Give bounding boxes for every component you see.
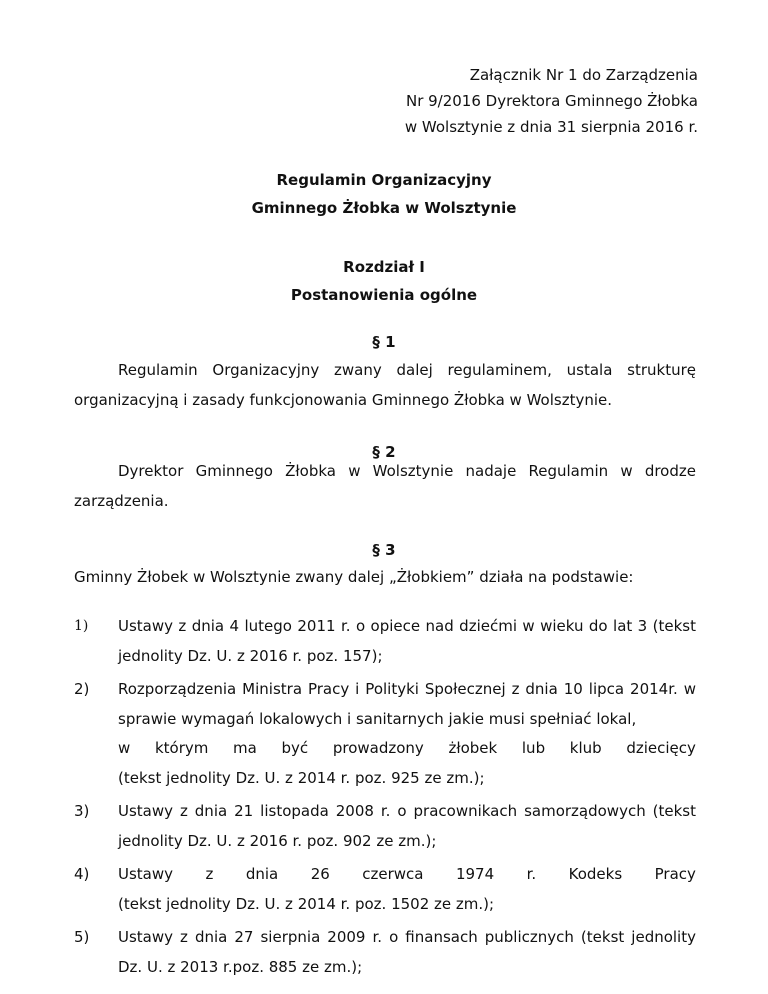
header-line-2: Nr 9/2016 Dyrektora Gminnego Żłobka <box>405 92 698 110</box>
list-item <box>74 923 696 982</box>
chapter-number: Rozdział I <box>343 258 425 276</box>
section-3-label: § 3 <box>372 541 396 559</box>
document-title <box>0 166 768 222</box>
list-item-text-continued: (tekst jednolity Dz. U. z 2014 r. poz. 1502 ze zm.); <box>118 894 495 913</box>
legal-bases-list <box>74 612 696 982</box>
section-2-text: Dyrektor Gminnego Żłobka w Wolsztynie nadaje Regulamin w drodze zarządzenia. <box>74 462 696 510</box>
chapter-heading <box>0 253 768 309</box>
list-item <box>74 797 696 856</box>
list-item <box>74 860 696 919</box>
list-item-number: 2) <box>74 680 90 698</box>
section-1-label: § 1 <box>372 333 396 351</box>
section-3-intro: Gminny Żłobek w Wolsztynie zwany dalej „Żłobkiem” działa na podstawie: <box>74 568 634 586</box>
section-2-label: § 2 <box>372 443 396 461</box>
header-line-1: Załącznik Nr 1 do Zarządzenia <box>469 66 698 84</box>
section-1-text: Regulamin Organizacyjny zwany dalej regulaminem, ustala strukturę organizacyjną i zasady funkcjonowania Gminnego Żłobka w Wolsztynie. <box>74 361 696 409</box>
attachment-header <box>405 62 698 140</box>
list-item <box>74 675 696 793</box>
list-item-text: Ustawy z dnia 21 listopada 2008 r. o pracownikach samorządowych (tekst jednolity Dz. U. z 2016 r. poz. 902 ze zm.); <box>118 802 696 850</box>
list-item-number: 1) <box>74 618 89 634</box>
chapter-name: Postanowienia ogólne <box>290 286 478 304</box>
list-item-text: Ustawy z dnia 27 sierpnia 2009 r. o finansach publicznych (tekst jednolity Dz. U. z 2013 r.poz. 885 ze zm.); <box>118 928 696 976</box>
title-line-2: Gminnego Żłobka w Wolsztynie <box>251 199 517 217</box>
title-line-1: Regulamin Organizacyjny <box>276 171 492 189</box>
list-item-text: Rozporządzenia Ministra Pracy i Polityki Społecznej z dnia 10 lipca 2014r. w sprawie wymagań lokalowych i sanitarnych jakie musi spełniać lokal, <box>118 680 696 728</box>
list-item-spread-line: Ustawy z dnia 26 czerwca 1974 r. Kodeks Pracy <box>118 865 696 883</box>
list-item-number: 3) <box>74 802 90 820</box>
header-line-3: w Wolsztynie z dnia 31 sierpnia 2016 r. <box>404 118 698 136</box>
list-item-spread-line: w którym ma być prowadzony żłobek lub klub dziecięcy <box>118 739 696 757</box>
list-item-text: Ustawy z dnia 4 lutego 2011 r. o opiece nad dziećmi w wieku do lat 3 (tekst jednolity Dz. U. z 2016 r. poz. 157); <box>118 617 696 665</box>
list-item-text-continued: (tekst jednolity Dz. U. z 2014 r. poz. 925 ze zm.); <box>118 768 485 787</box>
list-item-number: 5) <box>74 928 90 946</box>
list-item-number: 4) <box>74 865 90 883</box>
list-item <box>74 612 696 671</box>
